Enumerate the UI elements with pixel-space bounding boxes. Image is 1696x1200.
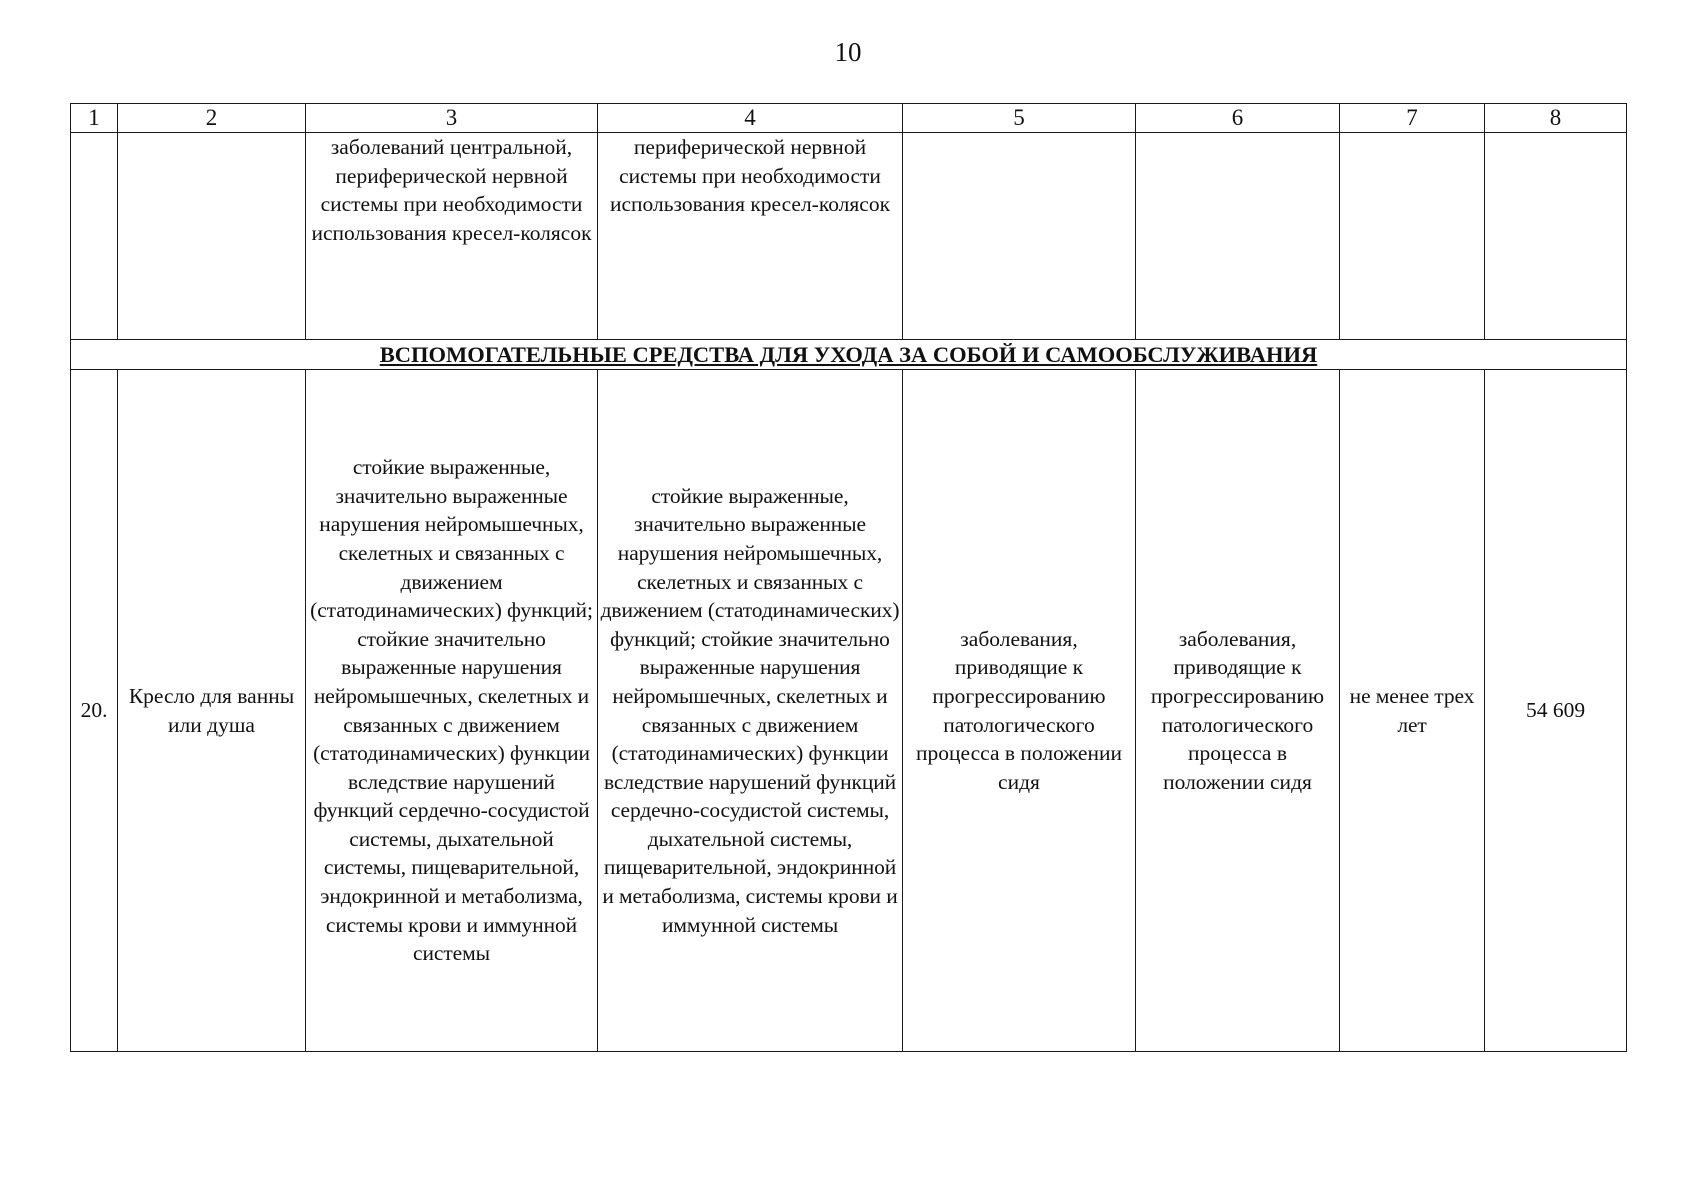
table-cell: [118, 133, 306, 340]
table-cell: [1136, 133, 1340, 340]
usage-term-cell: не менее трех лет: [1340, 370, 1485, 1052]
column-number-row: [71, 104, 1627, 133]
price-cell: 54 609: [1485, 370, 1627, 1052]
column-number: 8: [1485, 104, 1627, 133]
column-number: 1: [71, 104, 118, 133]
column-number: 4: [598, 104, 903, 133]
table-cell: [903, 133, 1136, 340]
page-number: 10: [834, 37, 862, 67]
column-number: 2: [118, 104, 306, 133]
column-number: 6: [1136, 104, 1340, 133]
table-row: [71, 370, 1627, 1052]
column-number: 3: [306, 104, 598, 133]
table-cell: [1485, 133, 1627, 340]
table-cell: периферической нервной системы при необходимости использования кресел-колясок: [598, 133, 903, 340]
contraindications-cell: заболевания, приводящие к прогрессированию патологического процесса в положении сидя: [1136, 370, 1340, 1052]
table-cell: [1340, 133, 1485, 340]
indications-cell: стойкие выраженные, значительно выраженные нарушения нейромышечных, скелетных и связанных с движением (статодинамических) функций; стойкие значительно выраженные нарушения нейромышечных, скелетных и связанных с движением (статодинамических) функции вследствие нарушений функций сердечно-сосудистой системы, дыхательной системы, пищеварительной, эндокринной и метаболизма, системы крови и иммунной системы: [598, 370, 903, 1052]
section-title: ВСПОМОГАТЕЛЬНЫЕ СРЕДСТВА ДЛЯ УХОДА ЗА СОБОЙ И САМООБСЛУЖИВАНИЯ: [71, 340, 1627, 370]
requirements-table: [70, 103, 1627, 1052]
column-number: 5: [903, 104, 1136, 133]
column-number: 7: [1340, 104, 1485, 133]
item-name: Кресло для ванны или душа: [118, 370, 306, 1052]
contraindications-cell: заболевания, приводящие к прогрессированию патологического процесса в положении сидя: [903, 370, 1136, 1052]
indications-cell: стойкие выраженные, значительно выраженные нарушения нейромышечных, скелетных и связанных с движением (статодинамических) функций; стойкие значительно выраженные нарушения нейромышечных, скелетных и связанных с движением (статодинамических) функции вследствие нарушений функций сердечно-сосудистой системы, дыхательной системы, пищеварительной, эндокринной и метаболизма, системы крови и иммунной системы: [306, 370, 598, 1052]
continuation-row: [71, 133, 1627, 340]
table-cell: [71, 133, 118, 340]
section-row: [71, 340, 1627, 370]
item-number: 20.: [71, 370, 118, 1052]
table-cell: заболеваний центральной, периферической нервной системы при необходимости использования кресел-колясок: [306, 133, 598, 340]
